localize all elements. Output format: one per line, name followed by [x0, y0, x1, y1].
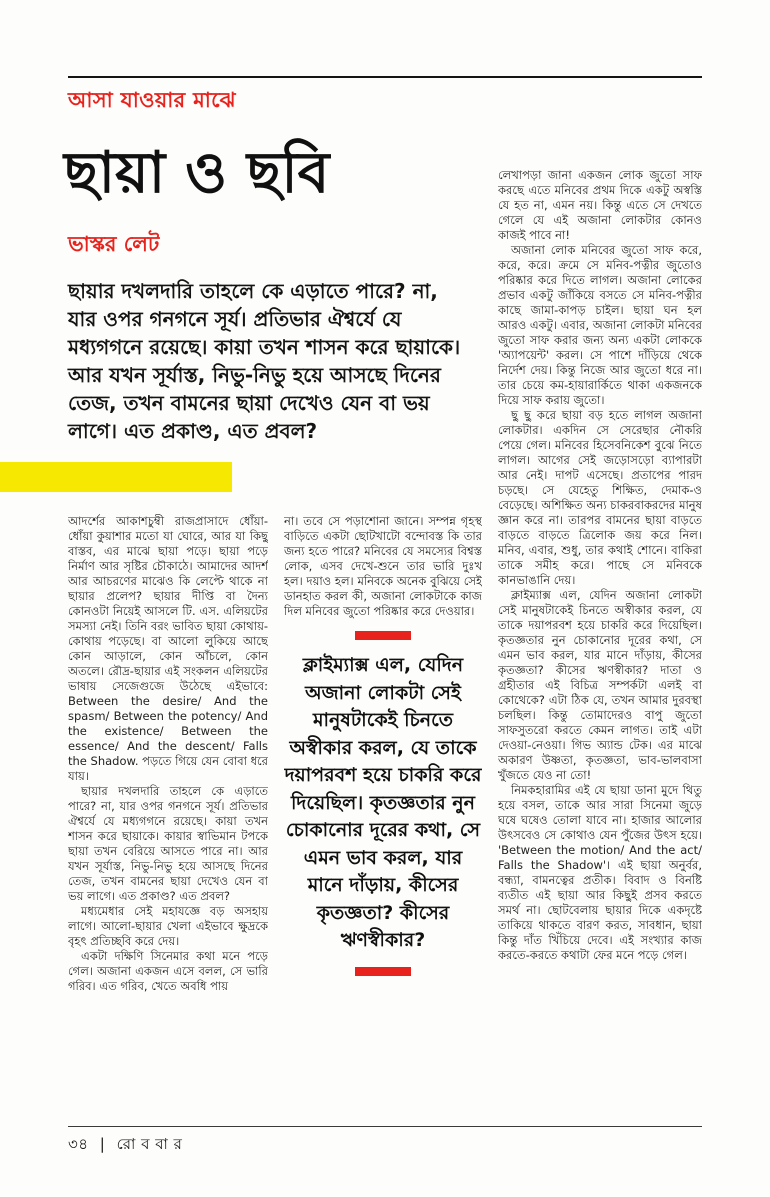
- body-column-3: [498, 168, 702, 1108]
- body-paragraph: আদর্শের আকাশচুম্বী রাজপ্রাসাদে ধোঁয়া-ধোঁয়া কুয়াশার মতো যা ঘোরে, আর যা কিছু বাস্তব, এর মাঝে ছায়া পড়ে। ছায়া পড়ে নির্মাণ আর সৃষ্টির চৌকাঠে। আমাদের আদর্শ আর আচরণের মাঝেও কি লেপ্টে থাকে না ছায়ার প্রলেপ? ছায়ার দীপ্তি বা দৈন্য কোনওটা নিয়েই আসলে টি. এস. এলিয়টের সমস্যা নেই। তিনি বরং ভাবিত ছায়া কোথায়-কোথায় পড়েছে। বা আলো লুকিয়ে আছে কোন আড়ালে, কোন আঁচলে, কোন অতলে। রৌদ্র-ছায়ার এই সংকলন এলিয়টের ভাষায় সেজেগুজে উঠেছে এইভাবে: Between the desire/ And the spasm/ Between the potency/ And the existence/ Between the essence/ And the descent/ Falls the Shadow. পড়তে গিয়ে যেন বোবা ধরে যায়।: [68, 514, 268, 783]
- body-paragraph: অজানা লোক মনিবের জুতো সাফ করে, করে, করে। ক্রমে সে মনিব-পত্নীর জুতোও পরিষ্কার করে দিতে লাগল। অজানা লোকের প্রভাব একটু জাঁকিয়ে বসতে সে মনিব-পত্নীর কাছে জামা-কাপড় চাইল। ছায়া ঘন হল আরও একটু। এবার, অজানা লোকটা মনিবের জুতো সাফ করার জন্য অন্য একটা লোককে 'অ্যাপয়েন্ট' করল। সে পাশে দাঁড়িয়ে থেকে নির্দেশ দেয়। কিন্তু নিজে আর জুতো ধরে না। তার চেয়ে কম-হায়ারার্কিতে থাকা একজনকে দিয়ে সাফ করায় জুতো।: [498, 243, 702, 407]
- page-number: ৩৪: [68, 1135, 89, 1153]
- body-paragraph: ছু ছু করে ছায়া বড় হতে লাগল অজানা লোকটার। একদিন সে সেরেছার নৌকরি পেয়ে গেল। মনিবের হিসেবনিকেশ বুঝে নিতে লাগল। আগের সেই জড়োসড়ো ব্যাপারটা আর নেই। দাপট এসেছে। প্রতাপের পারদ চড়ছে। সে যেহেতু শিক্ষিত, দেমাক-ও বেড়েছে। অশিক্ষিত অন্য চাকরবাকরদের মানুষ জ্ঞান করে না। তারপর বামনের ছায়া বাড়তে বাড়তে বাড়তে ত্রিলোক জয় করে নিল। মনিব, এবার, শুধু, তার কথাই শোনে। বাকিরা তাকে সমীহ করে। পাছে সে মনিবকে কানভাঙানি দেয়।: [498, 408, 702, 587]
- pullquote-rule-bottom: [355, 967, 411, 976]
- pull-quote: [284, 631, 482, 976]
- pull-quote-text: ক্লাইম্যাক্স এল, যেদিন অজানা লোকটা সেই মানুষটাকেই চিনতে অস্বীকার করল, যে তাকে দয়াপরবশ হয়ে চাকরি করে দিয়েছিল। কৃতজ্ঞতার নুন চোকানোর দূরের কথা, সে এমন ভাব করল, যার মানে দাঁড়ায়, কীসের কৃতজ্ঞতা? কীসের ঋণস্বীকার?: [284, 654, 482, 951]
- body-paragraph: লেখাপড়া জানা একজন লোক জুতো সাফ করছে এতে মনিবের প্রথম দিকে একটু অস্বস্তি যে হত না, এমন নয়। কিন্তু এতে সে দেখতে গেলে যে এই অজানা লোকটার কোনও কাজই পাবে না!: [498, 168, 702, 242]
- body-column-1: [68, 514, 268, 1108]
- footer-separator: |: [99, 1135, 106, 1153]
- body-column-2: [284, 514, 482, 1110]
- article-title: ছায়া ও ছবি: [64, 140, 330, 206]
- body-paragraph: ক্লাইম্যাক্স এল, যেদিন অজানা লোকটা সেই মানুষটাকেই চিনতে অস্বীকার করল, যে তাকে দয়াপরবশ হয়ে চাকরি করে দিয়েছিল। কৃতজ্ঞতার নুন চোকানোর দূরের কথা, সে এমন ভাব করল, যার মানে দাঁড়ায়, কীসের কৃতজ্ঞতা? কীসের ঋণস্বীকার? দাতা ও গ্রহীতার এই বিচিত্র সম্পর্কটা এলই বা কোথেকে? এটা ঠিক যে, তখন আমার দুরবস্থা চলছিল। কিন্তু তোমাদেরও বাপু জুতো সাফসুতরো করতে কেমন লাগত। তাই এটা দেওয়া-নেওয়া। গিভ অ্যান্ড টেক। এর মাঝে অকারণ উষ্ণতা, কৃতজ্ঞতা, ভাব-ভালবাসা খুঁজতে যেও না তো!: [498, 588, 702, 782]
- header-rule: [68, 76, 702, 78]
- pullquote-rule-top: [355, 631, 411, 640]
- body-paragraph: মধ্যমেধার সেই মহাযজ্ঞে বড় অসহায় লাগে। আলো-ছায়ার খেলা এইভাবে ক্ষুদ্রকে বৃহৎ প্রতিচ্ছবি করে দেয়।: [68, 904, 268, 948]
- body-paragraph: না। তবে সে পড়াশোনা জানে। সম্পন্ন গৃহস্থ বাড়িতে একটা ছোটখাটো বন্দোবস্ত কি তার জন্য হতে পারে? মনিবের যে সমস্যের বিশ্বস্ত লোক, এসব দেখে-শুনে তার ভারি দুঃখ হল। দয়াও হল। মনিবকে অনেক বুঝিয়ে সেই ডানহাত করল কী, অজানা লোকটাকে কাজ দিল মনিবের জুতো পরিষ্কার করে দেওয়ার।: [284, 514, 482, 618]
- page-footer: [68, 1133, 182, 1158]
- footer-rule: [68, 1126, 702, 1127]
- section-label: আসা যাওয়ার মাঝে: [68, 88, 236, 112]
- magazine-name: রো ব বা র: [116, 1135, 183, 1153]
- body-paragraph: নিমকহারামির এই যে ছায়া ডানা মুদে থিতু হয়ে বসল, তাকে আর সারা সিনেমা জুড়ে ঘষে ঘষেও তোলা যাবে না। হাজার আলোর উৎসবেও সে কোথাও যেন পুঁজের উৎস হয়ে। 'Between the motion/ And the act/ Falls the Shadow'। এই ছায়া অনুর্বর, বন্ধ্যা, বামনত্বের প্রতীক। বিবাদ ও বিনষ্টি ব্যতীত এই ছায়া আর কিছুই প্রসব করতে সমর্থ না। ছোটবেলায় ছায়ার দিকে একদৃষ্টে তাকিয়ে থাকতে বারণ করত, সাবধান, ছায়া কিন্তু দাঁত খিঁচিয়ে দেবে। এই সংখ্যার কাজ করতে-করতে কথাটা ফের মনে পড়ে গেল।: [498, 783, 702, 962]
- yellow-highlight-bar: [0, 462, 232, 492]
- article-author: ভাস্কর লেট: [68, 232, 160, 256]
- body-paragraph: একটা দক্ষিণি সিনেমার কথা মনে পড়ে গেল। অজানা একজন এসে বলল, সে ভারি গরিব। এত গরিব, খেতে অবধি পায়: [68, 949, 268, 993]
- body-paragraph: ছায়ার দখলদারি তাহলে কে এড়াতে পারে? না, যার ওপর গনগনে সূর্য। প্রতিভার ঐশ্বর্যে যে মধ্যগগনে রয়েছে। কায়া তখন শাসন করে ছায়াকে। কায়ার স্বাভিমান টপকে ছায়া তখন বেরিয়ে আসতে পারে না। আর যখন সূর্যাস্ত, নিভু-নিভু হয়ে আসছে দিনের তেজ, তখন বামনের ছায়া দেখেও যেন বা ভয় লাগে। এত প্রকাণ্ড? এত প্রবল?: [68, 784, 268, 903]
- article-lede: ছায়ার দখলদারি তাহলে কে এড়াতে পারে? না, যার ওপর গনগনে সূর্য। প্রতিভার ঐশ্বর্যে যে মধ্যগগনে রয়েছে। কায়া তখন শাসন করে ছায়াকে। আর যখন সূর্যাস্ত, নিভু-নিভু হয়ে আসছে দিনের তেজ, তখন বামনের ছায়া দেখেও যেন বা ভয় লাগে। এত প্রকাণ্ড, এত প্রবল?: [68, 279, 461, 443]
